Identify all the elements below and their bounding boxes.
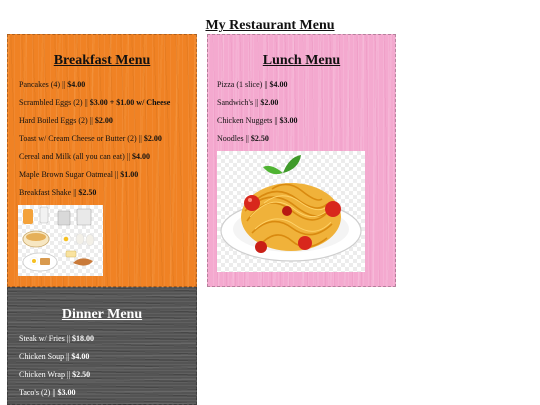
- dinner-menu-panel: [7, 287, 197, 405]
- tomato-icon: [298, 236, 312, 250]
- milk-carton-icon: [58, 211, 70, 225]
- item-name: Hard Boiled Eggs (2): [19, 116, 88, 125]
- item-price: $2.00: [94, 116, 113, 125]
- lunch-menu-panel: [207, 34, 396, 287]
- breakfast-item-list: [8, 80, 196, 197]
- item-separator: ||: [245, 134, 249, 143]
- item-name: Toast w/ Cream Cheese or Butter (2): [19, 134, 137, 143]
- breakfast-food-illustration: [18, 205, 103, 276]
- item-name: Noodles: [217, 134, 244, 143]
- item-separator: ||: [84, 98, 88, 107]
- item-name: Taco's (2): [19, 388, 51, 397]
- tomato-icon: [244, 195, 260, 211]
- item-name: Pancakes (4): [19, 80, 61, 89]
- menu-item: [19, 152, 196, 161]
- lunch-menu-title: Lunch Menu: [262, 53, 341, 68]
- menu-item: [19, 370, 196, 379]
- item-separator: ||: [62, 80, 66, 89]
- item-name: Chicken Wrap: [19, 370, 65, 379]
- menu-item: [19, 98, 196, 107]
- item-name: Steak w/ Fries: [19, 334, 65, 343]
- item-price: $4.00: [71, 352, 90, 361]
- item-price: $3.00: [57, 388, 76, 397]
- dinner-menu-title: Dinner Menu: [61, 307, 143, 322]
- item-name: Chicken Nuggets: [217, 116, 273, 125]
- item-price: $2.50: [72, 370, 91, 379]
- item-separator: ||: [274, 116, 278, 125]
- milk-glass-icon: [40, 207, 48, 223]
- menu-item: [217, 98, 395, 107]
- dinner-item-list: [8, 334, 196, 397]
- tomato-icon: [255, 241, 267, 253]
- item-price: $3.00 + $1.00 w/ Cheese: [89, 98, 171, 107]
- breakfast-menu-title: Breakfast Menu: [53, 53, 151, 68]
- item-separator: ||: [138, 134, 142, 143]
- menu-item: [19, 388, 196, 397]
- menu-item: [217, 134, 395, 143]
- item-name: Chicken Soup: [19, 352, 65, 361]
- spaghetti-illustration: [217, 151, 365, 272]
- item-separator: ||: [264, 80, 268, 89]
- item-name: Cereal and Milk (all you can eat): [19, 152, 125, 161]
- item-separator: ||: [66, 370, 71, 379]
- tomato-icon: [325, 201, 341, 217]
- juice-glass-icon: [23, 209, 33, 224]
- item-name: Pizza (1 slice): [217, 80, 263, 89]
- butter-icon: [66, 251, 76, 257]
- item-price: $4.00: [269, 80, 288, 89]
- boiled-egg-icon: [76, 234, 84, 245]
- item-separator: ||: [114, 170, 119, 179]
- item-separator: ||: [73, 188, 77, 197]
- menu-item: [19, 352, 196, 361]
- item-separator: ||: [52, 388, 56, 397]
- breakfast-food-image: [18, 205, 103, 276]
- item-price: $2.50: [250, 134, 269, 143]
- item-price: $2.50: [78, 188, 97, 197]
- basil-leaf-icon: [283, 155, 301, 173]
- item-price: $4.00: [67, 80, 86, 89]
- item-name: Sandwich's: [217, 98, 254, 107]
- spaghetti-plate-image: [217, 151, 365, 272]
- item-price: $1.00: [120, 170, 139, 179]
- page-title: My Restaurant Menu: [205, 18, 335, 34]
- lunch-item-list: [208, 80, 395, 143]
- item-price: $18.00: [71, 334, 94, 343]
- menu-item: [19, 188, 196, 197]
- item-name: Maple Brown Sugar Oatmeal: [19, 170, 113, 179]
- basil-leaf-icon: [263, 166, 283, 174]
- menu-item: [19, 80, 196, 89]
- item-price: $3.00: [279, 116, 298, 125]
- menu-item: [19, 170, 196, 179]
- toast-icon: [40, 258, 50, 265]
- menu-item: [19, 116, 196, 125]
- item-price: $2.00: [260, 98, 279, 107]
- item-separator: ||: [89, 116, 93, 125]
- item-name: Breakfast Shake: [19, 188, 72, 197]
- item-price: $2.00: [143, 134, 162, 143]
- carton-icon: [77, 209, 91, 225]
- item-separator: ||: [126, 152, 130, 161]
- item-name: Scrambled Eggs (2): [19, 98, 83, 107]
- item-separator: ||: [255, 98, 259, 107]
- menu-item: [217, 116, 395, 125]
- item-price: $4.00: [131, 152, 150, 161]
- menu-item: [19, 334, 196, 343]
- item-separator: ||: [66, 352, 70, 361]
- croissant-icon: [73, 258, 93, 265]
- menu-item: [217, 80, 395, 89]
- menu-item: [19, 134, 196, 143]
- item-separator: ||: [66, 334, 70, 343]
- breakfast-menu-panel: [7, 34, 197, 287]
- boiled-egg-icon: [86, 235, 94, 246]
